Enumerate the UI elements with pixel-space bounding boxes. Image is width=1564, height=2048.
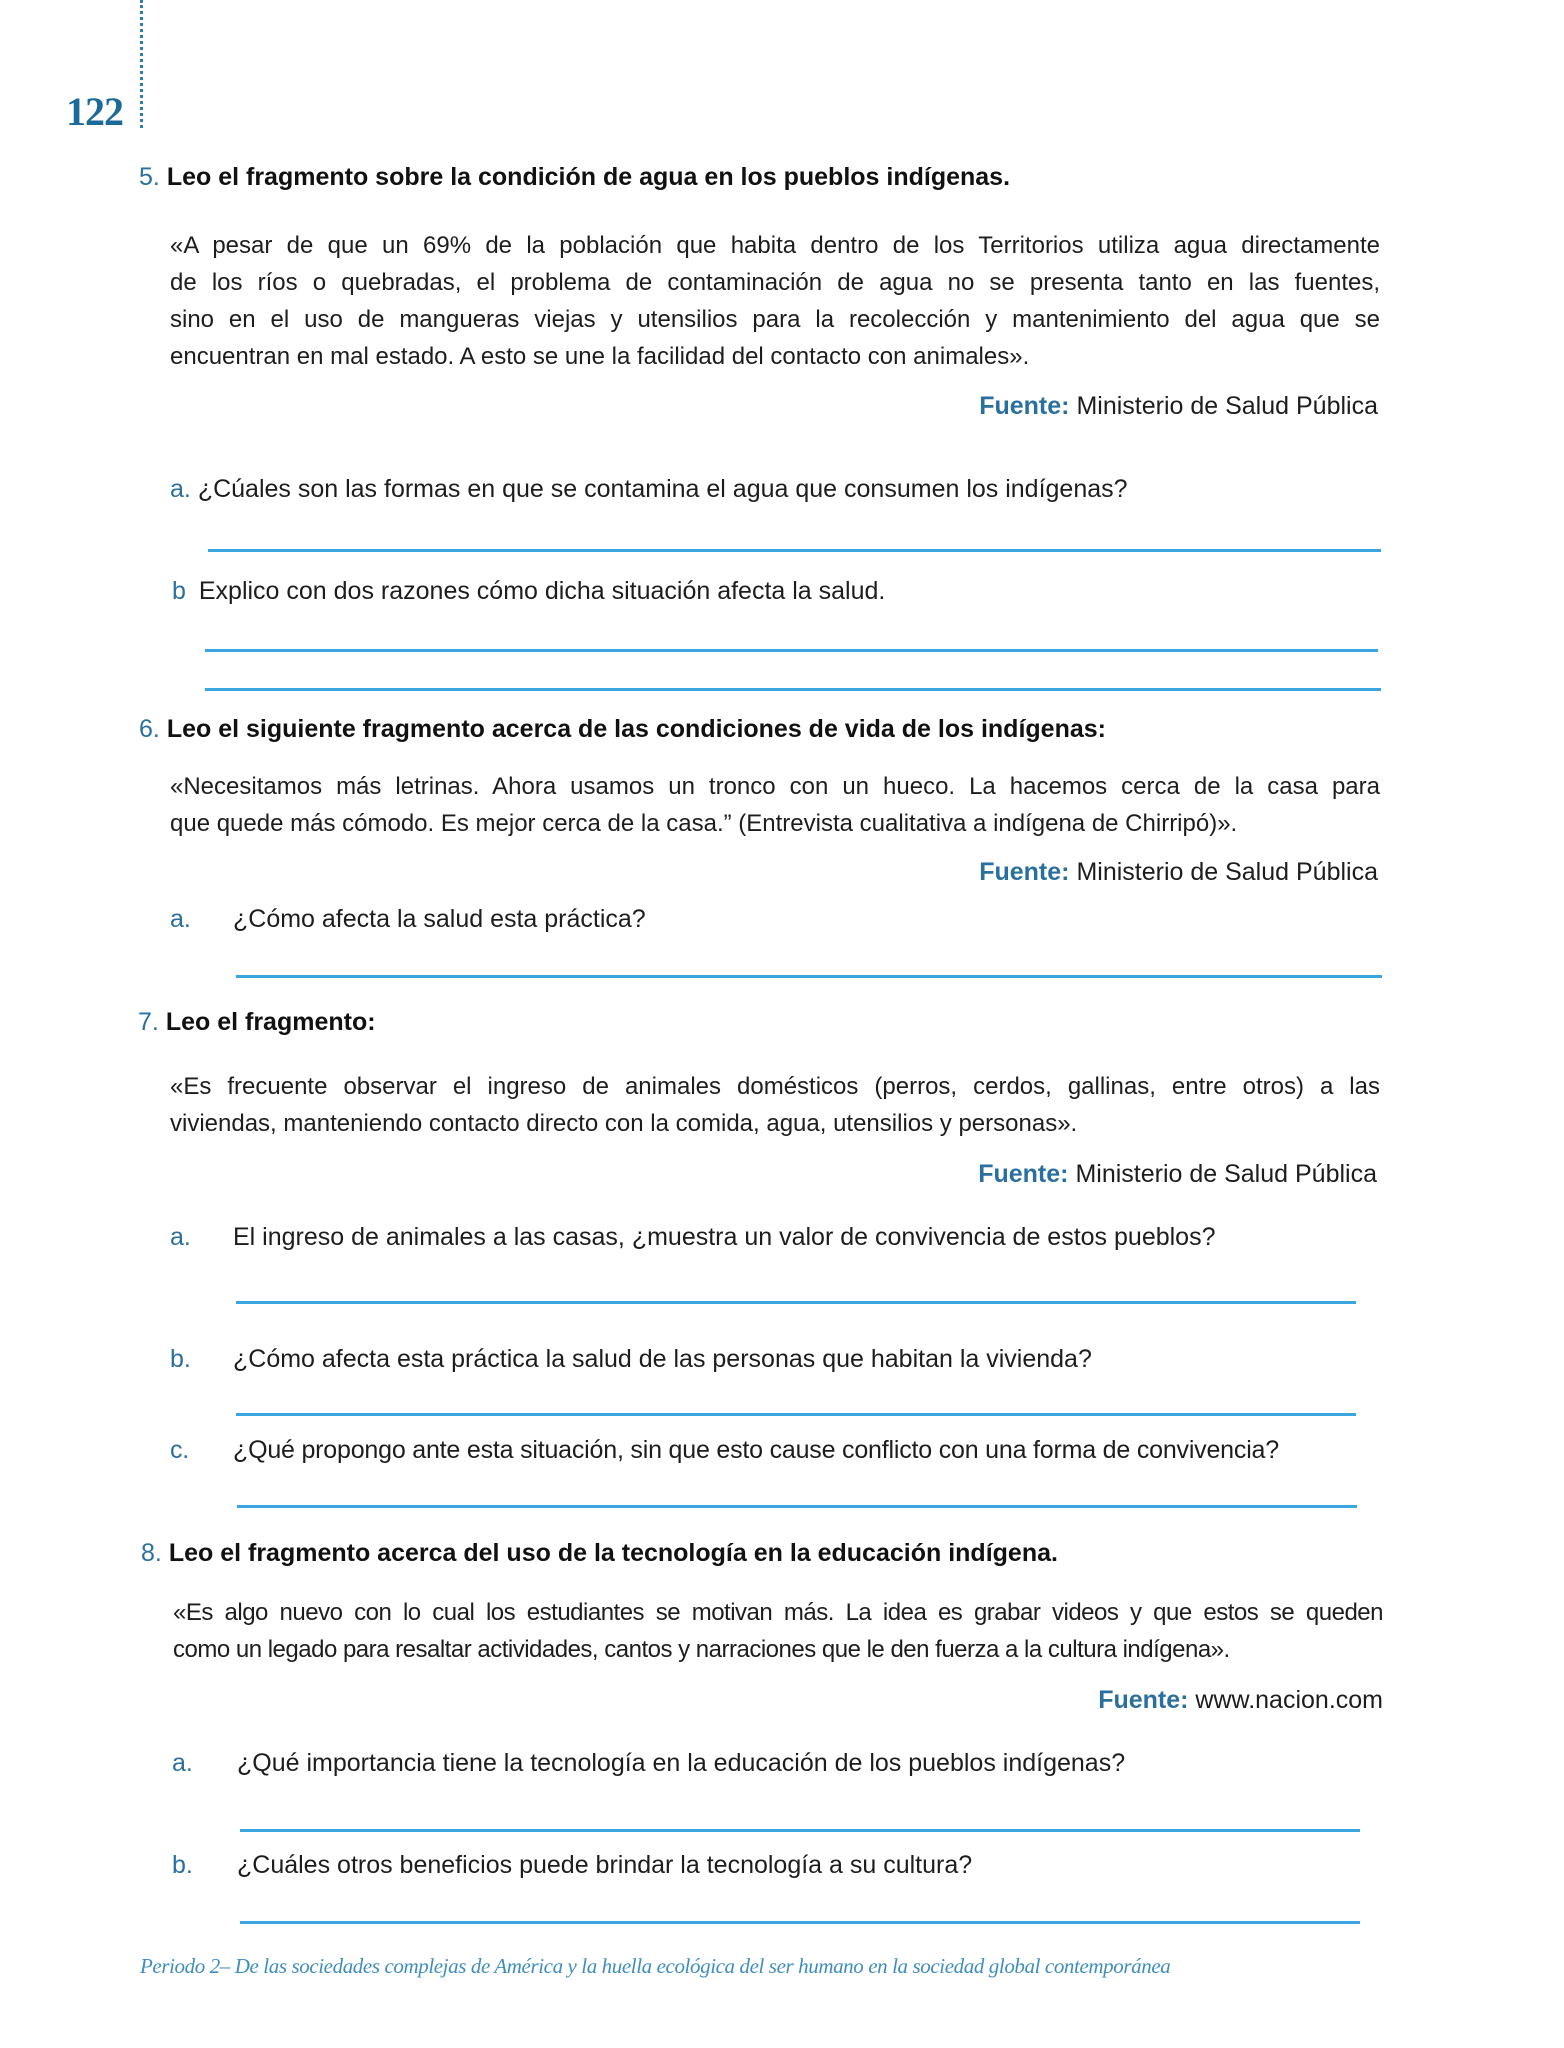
source-citation — [1098, 1686, 1383, 1715]
question-text: ¿Qué propongo ante esta situación, sin que esto cause conflicto con una forma de convivencia? — [233, 1436, 1279, 1464]
question-b — [172, 577, 885, 606]
exercise-title: Leo el fragmento acerca del uso de la tecnología en la educación indígena. — [168, 1539, 1058, 1567]
question-letter: c. — [170, 1436, 190, 1464]
question-letter: a. — [170, 905, 191, 933]
quote-line: «A pesar de que un 69% de la población que habita dentro de los Territorios utiliza agua directamente — [170, 232, 1380, 259]
exercise-title: Leo el siguiente fragmento acerca de las condiciones de vida de los indígenas: — [166, 715, 1106, 743]
question-letter: a. — [172, 1749, 193, 1777]
source-label: Fuente: — [979, 858, 1070, 886]
question-a — [170, 1223, 1215, 1252]
question-b — [172, 1851, 972, 1880]
exercise-heading — [141, 1539, 1058, 1568]
source-label: Fuente: — [979, 392, 1070, 420]
source-citation — [978, 1160, 1377, 1189]
question-text: ¿Cuáles otros beneficios puede brindar la tecnología a su cultura? — [237, 1851, 973, 1879]
page-number: 122 — [66, 89, 123, 134]
question-c — [170, 1436, 1279, 1465]
quote-line: como un legado para resaltar actividades, cantos y narraciones que le den fuerza a la cultura indígena». — [173, 1636, 1230, 1663]
quote-line: «Necesitamos más letrinas. Ahora usamos un tronco con un hueco. La hacemos cerca de la casa para — [170, 773, 1380, 800]
source-citation — [979, 392, 1378, 421]
source-label: Fuente: — [978, 1160, 1069, 1188]
question-text: ¿Qué importancia tiene la tecnología en la educación de los pueblos indígenas? — [237, 1749, 1126, 1777]
answer-line[interactable] — [205, 649, 1378, 652]
exercise-title: Leo el fragmento: — [165, 1008, 376, 1036]
answer-line[interactable] — [240, 1921, 1360, 1924]
answer-line[interactable] — [236, 1301, 1356, 1304]
answer-line[interactable] — [205, 688, 1381, 691]
question-text: ¿Cómo afecta esta práctica la salud de las personas que habitan la vivienda? — [233, 1345, 1092, 1373]
quote-line: que quede más cómodo. Es mejor cerca de la casa.” (Entrevista cualitativa a indígena de Chirripó)». — [170, 810, 1238, 837]
source-name: Ministerio de Salud Pública — [1076, 858, 1378, 886]
quote-block — [170, 1068, 1380, 1142]
answer-line[interactable] — [236, 1413, 1356, 1416]
question-letter: b. — [170, 1345, 191, 1373]
quote-block — [170, 768, 1380, 842]
exercise-number: 7. — [138, 1008, 159, 1036]
question-a — [172, 1749, 1125, 1778]
quote-line: encuentran en mal estado. A esto se une la facilidad del contacto con animales». — [170, 343, 1030, 370]
quote-line: «Es frecuente observar el ingreso de animales domésticos (perros, cerdos, gallinas, entre otros) a las — [170, 1073, 1380, 1100]
quote-line: viviendas, manteniendo contacto directo con la comida, agua, utensilios y personas». — [170, 1110, 1078, 1137]
quote-line: «Es algo nuevo con lo cual los estudiantes se motivan más. La idea es grabar videos y que estos se queden — [173, 1599, 1383, 1626]
quote-line: sino en el uso de mangueras viejas y utensilios para la recolección y mantenimiento del agua que se — [170, 306, 1380, 333]
quote-block — [173, 1594, 1383, 1668]
answer-line[interactable] — [236, 975, 1382, 978]
question-letter: a. — [170, 475, 191, 503]
exercise-heading — [138, 1008, 376, 1037]
question-text: Explico con dos razones cómo dicha situación afecta la salud. — [198, 577, 886, 605]
exercise-number: 8. — [141, 1539, 162, 1567]
page-footer: Periodo 2– De las sociedades complejas de América y la huella ecológica del ser humano en la sociedad global contemporánea — [140, 1954, 1171, 1978]
quote-line: de los ríos o quebradas, el problema de contaminación de agua no se presenta tanto en las fuentes, — [170, 269, 1380, 296]
answer-line[interactable] — [237, 1505, 1357, 1508]
exercise-heading — [139, 715, 1106, 744]
answer-line[interactable] — [208, 549, 1381, 552]
question-text: ¿Cúales son las formas en que se contamina el agua que consumen los indígenas? — [197, 475, 1128, 503]
source-label: Fuente: — [1098, 1686, 1189, 1714]
source-name: Ministerio de Salud Pública — [1076, 392, 1378, 420]
question-a — [170, 905, 646, 934]
exercise-number: 5. — [139, 163, 160, 191]
question-b — [170, 1345, 1092, 1374]
question-a — [170, 475, 1128, 504]
answer-line[interactable] — [240, 1829, 1360, 1832]
source-name: Ministerio de Salud Pública — [1075, 1160, 1377, 1188]
source-name: www.nacion.com — [1195, 1686, 1383, 1714]
exercise-heading — [139, 163, 1010, 192]
quote-block — [170, 227, 1380, 375]
question-text: ¿Cómo afecta la salud esta práctica? — [233, 905, 646, 933]
margin-dotted-rule — [140, 0, 143, 128]
exercise-number: 6. — [139, 715, 160, 743]
question-letter: a. — [170, 1223, 191, 1251]
source-citation — [979, 858, 1378, 887]
question-letter: b — [172, 577, 186, 605]
question-letter: b. — [172, 1851, 193, 1879]
exercise-title: Leo el fragmento sobre la condición de agua en los pueblos indígenas. — [166, 163, 1011, 191]
question-text: El ingreso de animales a las casas, ¿muestra un valor de convivencia de estos pueblos? — [233, 1223, 1216, 1251]
